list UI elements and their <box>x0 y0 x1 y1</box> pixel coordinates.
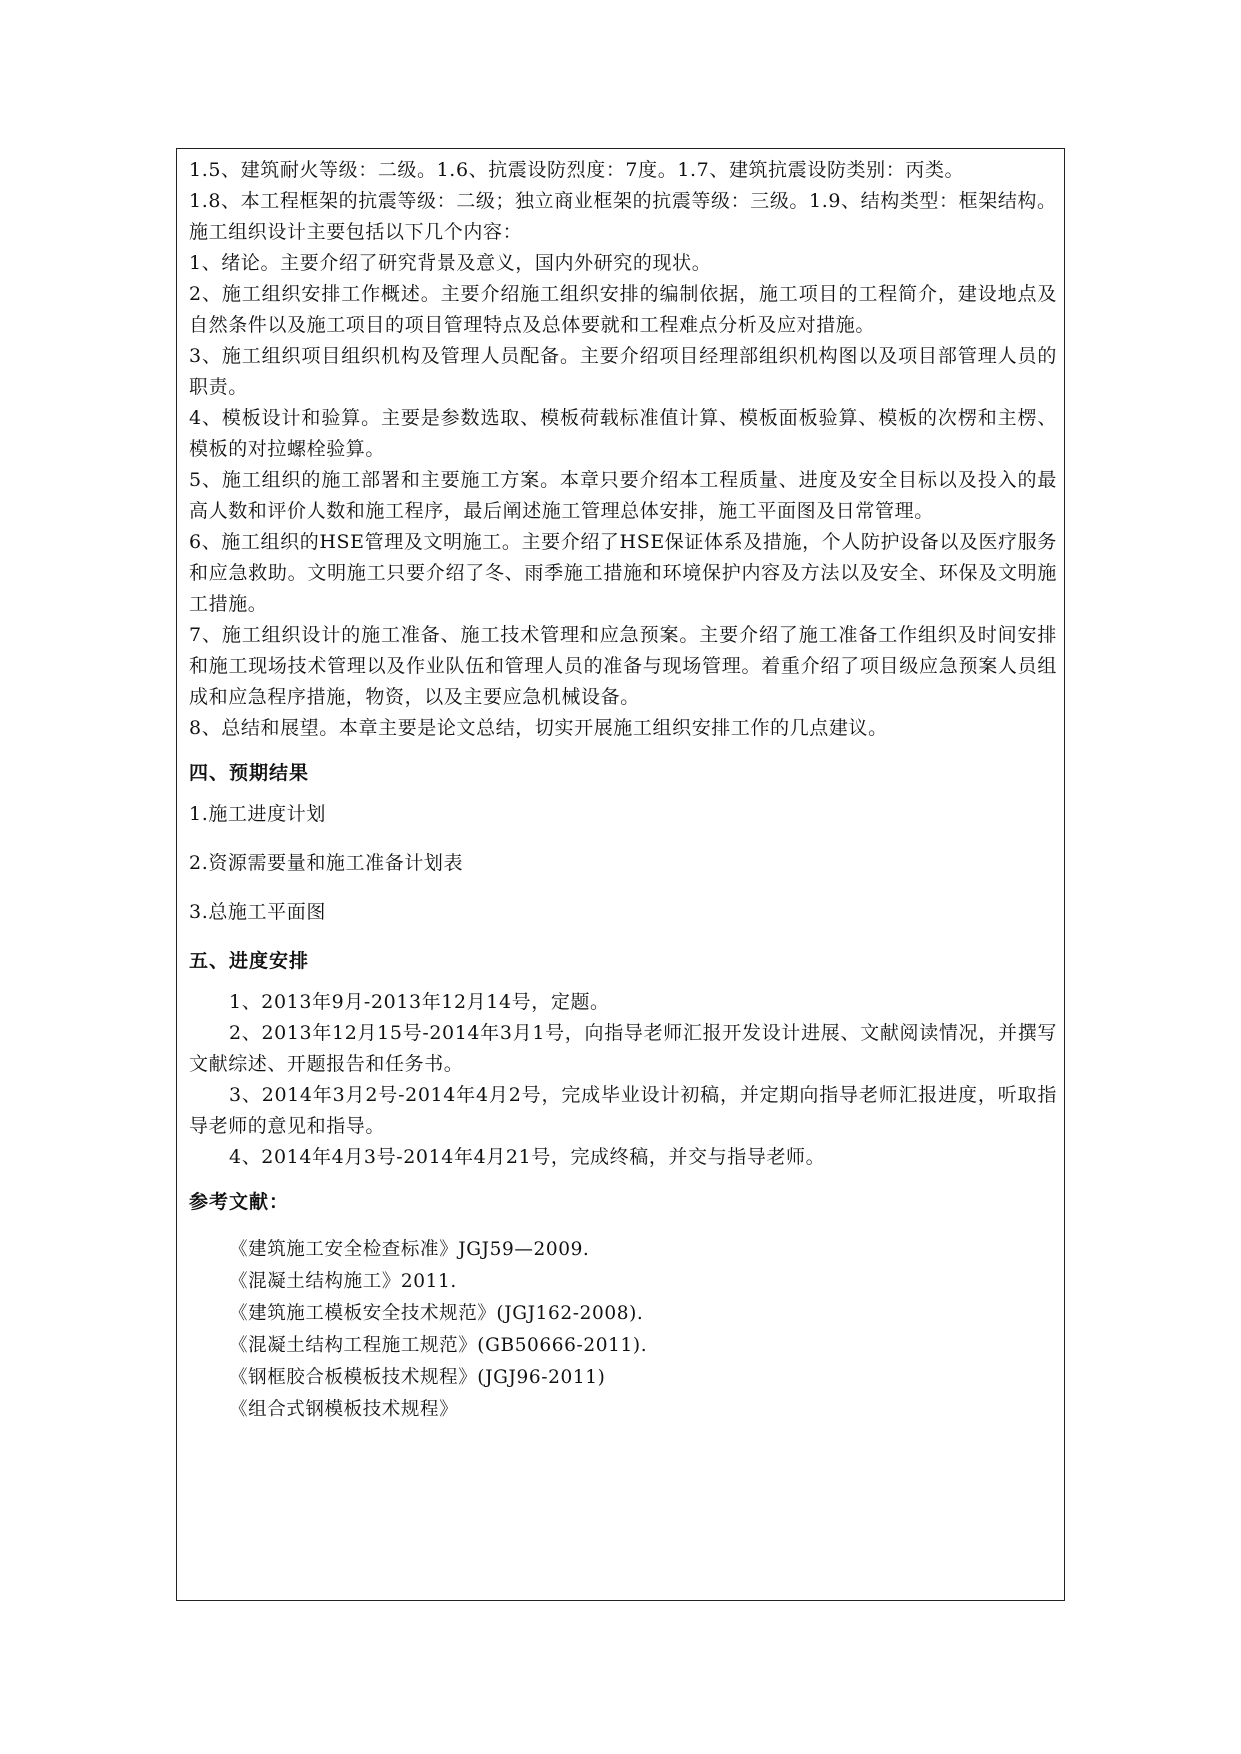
contents-item: 7、施工组织设计的施工准备、施工技术管理和应急预案。主要介绍了施工准备工作组织及时间安排和施工现场技术管理以及作业队伍和管理人员的准备与现场管理。着重介绍了项目级应急预案人员组成和应急程序措施，物资，以及主要应急机械设备。 <box>189 624 1057 708</box>
contents-intro: 施工组织设计主要包括以下几个内容： <box>189 221 523 243</box>
reference-item: 《建筑施工模板安全技术规范》(JGJ162-2008). <box>229 1303 644 1324</box>
expected-result-item: 3.总施工平面图 <box>189 901 326 923</box>
document-table-cell <box>176 148 1065 1601</box>
contents-item: 1、绪论。主要介绍了研究背景及意义，国内外研究的现状。 <box>189 252 712 274</box>
schedule-item: 4、2014年4月3号-2014年4月21号，完成终稿，并交与指导老师。 <box>229 1146 826 1168</box>
reference-item: 《钢框胶合板模板技术规程》(JGJ96-2011) <box>229 1367 606 1388</box>
schedule-item: 3、2014年3月2号-2014年4月2号，完成毕业设计初稿，并定期向指导老师汇报进度，听取指导老师的意见和指导。 <box>189 1084 1057 1137</box>
intro-line: 1.5、建筑耐火等级：二级。1.6、抗震设防烈度：7度。1.7、建筑抗震设防类别：丙类。 <box>189 159 965 181</box>
contents-item: 3、施工组织项目组织机构及管理人员配备。主要介绍项目经理部组织机构图以及项目部管理人员的职责。 <box>189 345 1057 398</box>
expected-result-item: 2.资源需要量和施工准备计划表 <box>189 852 464 874</box>
reference-item: 《建筑施工安全检查标准》JGJ59—2009. <box>229 1239 590 1260</box>
reference-item: 《组合式钢模板技术规程》 <box>229 1399 459 1420</box>
contents-item: 6、施工组织的HSE管理及文明施工。主要介绍了HSE保证体系及措施，个人防护设备以及医疗服务和应急救助。文明施工只要介绍了冬、雨季施工措施和环境保护内容及方法以及安全、环保及文明施工措施。 <box>189 531 1057 615</box>
cell-content <box>189 155 1057 1426</box>
section-heading-expected-results: 四、预期结果 <box>189 762 310 784</box>
section-heading-schedule: 五、进度安排 <box>189 950 310 972</box>
contents-item: 8、总结和展望。本章主要是论文总结，切实开展施工组织安排工作的几点建议。 <box>189 717 888 739</box>
intro-line: 1.8、本工程框架的抗震等级：二级；独立商业框架的抗震等级：三级。1.9、结构类型：框架结构。 <box>189 190 1057 212</box>
expected-result-item: 1.施工进度计划 <box>189 803 326 825</box>
contents-item: 4、模板设计和验算。主要是参数选取、模板荷载标准值计算、模板面板验算、模板的次楞和主楞、模板的对拉螺栓验算。 <box>189 407 1057 460</box>
references-heading: 参考文献： <box>189 1191 290 1213</box>
reference-item: 《混凝土结构施工》2011. <box>229 1271 457 1292</box>
references-list <box>189 1234 1057 1426</box>
reference-item: 《混凝土结构工程施工规范》(GB50666-2011). <box>229 1335 648 1356</box>
contents-item: 2、施工组织安排工作概述。主要介绍施工组织安排的编制依据，施工项目的工程简介，建设地点及自然条件以及施工项目的项目管理特点及总体要就和工程难点分析及应对措施。 <box>189 283 1057 336</box>
schedule-list <box>189 987 1057 1173</box>
contents-item: 5、施工组织的施工部署和主要施工方案。本章只要介绍本工程质量、进度及安全目标以及投入的最高人数和评价人数和施工程序，最后阐述施工管理总体安排，施工平面图及日常管理。 <box>189 469 1057 522</box>
schedule-item: 2、2013年12月15号-2014年3月1号，向指导老师汇报开发设计进展、文献阅读情况，并撰写文献综述、开题报告和任务书。 <box>189 1022 1057 1075</box>
schedule-item: 1、2013年9月-2013年12月14号，定题。 <box>229 991 610 1013</box>
